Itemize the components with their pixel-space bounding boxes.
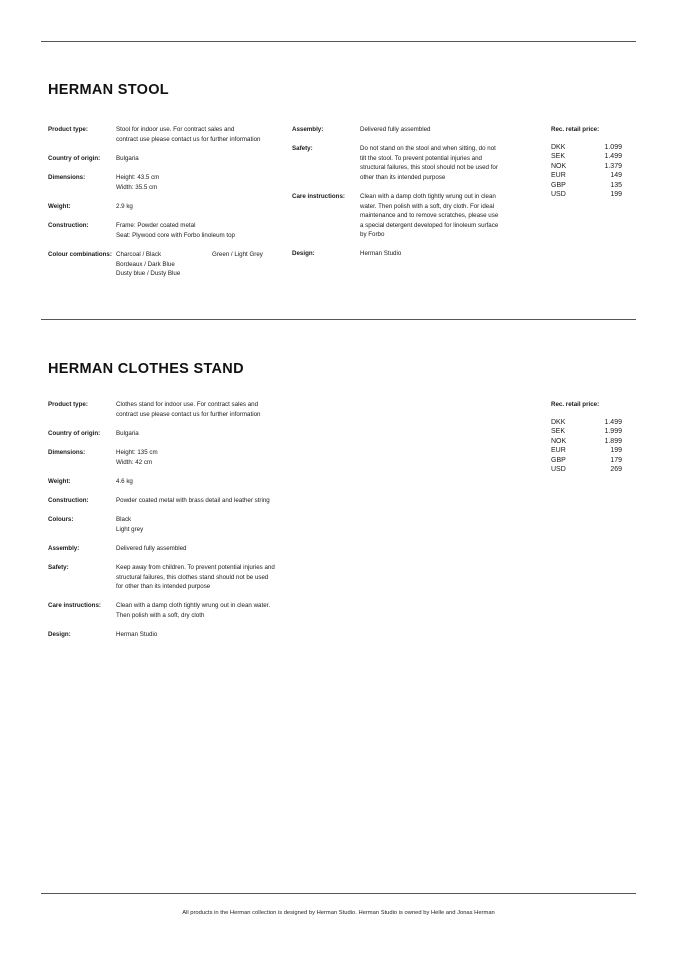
stool-care: Care instructions: Clean with a damp cloth tightly wrung out in clean water. Then polish with a soft, dry cloth. For ideal maintenance and to remove scratches, please use a special detergent developed for linoleum surface by Forbo [292,193,499,238]
stool-price-row: SEK 1.499 [551,153,622,161]
stool-design: Design: Herman Studio [292,250,402,257]
stool-weight: Weight: 2.9 kg [48,203,133,210]
stool-colours: Colour combinations: Charcoal / Black Bordeaux / Dark Blue Dusty blue / Dusty Blue Green / Light Grey [48,251,263,277]
stool-specs-left [48,125,278,279]
cs-price-row: DKK 1.499 [551,418,622,426]
stool-price-row: GBP 135 [551,181,622,189]
stool-specs-mid [292,125,522,268]
cs-care: Care instructions: Clean with a damp cloth tightly wrung out in clean water. Then polish with a soft, dry cloth [48,602,271,619]
stool-country: Country of origin: Bulgaria [48,155,139,162]
clothes-stand-title: HERMAN CLOTHES STAND [48,361,244,377]
cs-dimensions: Dimensions: Height: 135 cm Width: 42 cm [48,449,158,466]
cs-design: Design: Herman Studio [48,631,158,638]
stool-construction: Construction: Frame: Powder coated metal Seat: Plywood core with Forbo linoleum top [48,222,235,239]
footer-note: All products in the Herman collection is designed by Herman Studio. Herman Studio is owned by Helle and Jonas Herman [182,910,495,916]
stool-price-label: Rec. retail price: [551,126,600,133]
section-divider [41,319,636,320]
stool-product-type: Product type: Stool for indoor use. For contract sales and contract use please contact us for further information [48,126,261,143]
cs-weight: Weight: 4.6 kg [48,478,133,485]
stool-price-row: DKK 1.099 [551,143,622,151]
stool-title: HERMAN STOOL [48,82,169,98]
cs-price-row: EUR 199 [551,447,622,455]
cs-price-label: Rec. retail price: [551,401,600,408]
cs-price-row: GBP 179 [551,456,622,464]
stool-price-row: USD 199 [551,191,622,199]
cs-safety: Safety: Keep away from children. To prevent potential injuries and structural failures, this clothes stand should not be used for other than its intended purpose [48,564,275,590]
cs-country: Country of origin: Bulgaria [48,430,139,437]
stool-dimensions: Dimensions: Height: 43.5 cm Width: 35.5 cm [48,174,160,191]
stool-assembly: Assembly: Delivered fully assembled [292,126,431,133]
cs-construction: Construction: Powder coated metal with brass detail and leather string [48,497,270,504]
cs-colours: Colours: Black Light grey [48,516,144,533]
top-divider [41,41,636,42]
clothes-stand-price-table [551,400,622,475]
cs-price-row: SEK 1.999 [551,428,622,436]
stool-colour-extra: Green / Light Grey [212,251,263,258]
cs-product-type: Product type: Clothes stand for indoor use. For contract sales and contract use please contact us for further information [48,401,261,418]
cs-price-row: USD 269 [551,466,622,474]
stool-price-row: NOK 1.379 [551,162,622,170]
stool-safety: Safety: Do not stand on the stool and when sitting, do not tilt the stool. To prevent potential injuries and structural failures, this stool should not be used for other than its intended purpose [292,145,498,181]
cs-assembly: Assembly: Delivered fully assembled [48,545,187,552]
stool-price-row: EUR 149 [551,172,622,180]
stool-price-table [551,125,622,200]
footer-divider [41,893,636,894]
cs-price-row: NOK 1.899 [551,437,622,445]
clothes-stand-specs [48,400,308,649]
